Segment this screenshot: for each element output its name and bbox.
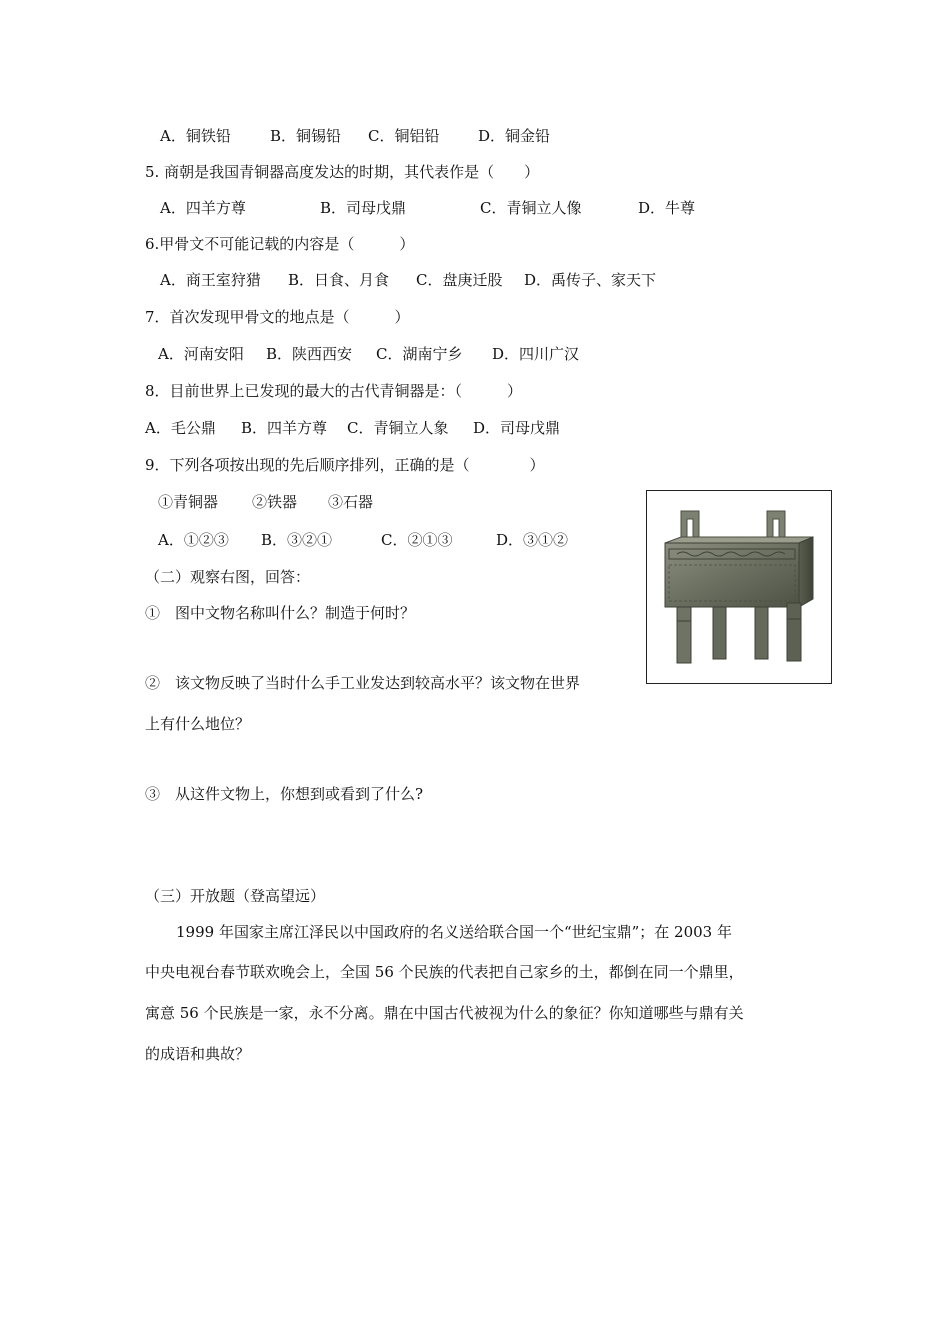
q7-stem: 7．首次发现甲骨文的地点是（ ） — [145, 308, 410, 326]
q5-option-b: B．司母戊鼎 — [320, 199, 407, 217]
part2-title: （二）观察右图，回答： — [145, 568, 311, 586]
part2-question-3: ③ 从这件文物上，你想到或看到了什么? — [145, 785, 424, 803]
q6-options — [160, 270, 656, 290]
part2-question-2-line2: 上有什么地位？ — [145, 715, 251, 733]
q7-options — [158, 344, 579, 364]
q8-stem: 8．目前世界上已发现的最大的古代青铜器是：（ ） — [145, 382, 523, 400]
q5-option-a: A．四羊方尊 — [160, 199, 246, 217]
q8-option-b: B．四羊方尊 — [241, 419, 328, 437]
q9-item-2: ②铁器 — [252, 493, 298, 511]
q6-option-c: C．盘庚迁股 — [416, 271, 503, 289]
q7-option-d: D．四川广汉 — [492, 345, 580, 363]
q9-option-a: A．①②③ — [158, 531, 229, 549]
q4-option-b: B．铜锡铅 — [270, 127, 342, 145]
q5-stem: 5. 商朝是我国青铜器高度发达的时期，其代表作是（ ） — [145, 163, 540, 181]
q5-options — [160, 198, 695, 218]
q6-option-d: D．禹传子、家天下 — [524, 271, 657, 289]
q9-option-b: B．③②① — [261, 531, 333, 549]
part2-question-2-line1: ② 该文物反映了当时什么手工业发达到较高水平？该文物在世界 — [145, 674, 581, 692]
q7-option-c: C．湖南宁乡 — [376, 345, 463, 363]
q7-option-b: B．陕西西安 — [266, 345, 353, 363]
part2-question-1: ① 图中文物名称叫什么？制造于何时？ — [145, 604, 416, 622]
q8-option-c: C．青铜立人象 — [347, 419, 449, 437]
q9-option-c: C．②①③ — [381, 531, 453, 549]
q8-option-d: D．司母戊鼎 — [473, 419, 561, 437]
q9-items — [158, 492, 373, 512]
q9-item-1: ①青铜器 — [158, 493, 219, 511]
q4-option-c: C．铜铝铅 — [368, 127, 440, 145]
q4-options — [160, 126, 550, 146]
bronze-ding-image — [646, 490, 832, 684]
q7-option-a: A．河南安阳 — [158, 345, 244, 363]
part3-title: （三）开放题（登高望远） — [145, 887, 326, 905]
part3-paragraph-line1: 1999 年国家主席江泽民以中国政府的名义送给联合国一个“世纪宝鼎”；在 2003 年 — [176, 923, 732, 941]
part3-paragraph-line4: 的成语和典故？ — [145, 1045, 251, 1063]
q9-item-3: ③石器 — [328, 493, 374, 511]
q6-stem: 6.甲骨文不可能记载的内容是（ ） — [145, 235, 415, 253]
q4-option-a: A．铜铁铅 — [160, 127, 231, 145]
q6-option-b: B．日食、月食 — [288, 271, 390, 289]
q5-option-d: D．牛尊 — [638, 199, 696, 217]
part3-paragraph-line3: 寓意 56 个民族是一家，永不分离。鼎在中国古代被视为什么的象征？你知道哪些与鼎有关 — [145, 1004, 744, 1022]
q6-option-a: A．商王室狩猎 — [160, 271, 261, 289]
q5-option-c: C．青铜立人像 — [480, 199, 582, 217]
q9-option-d: D．③①② — [496, 531, 569, 549]
q9-stem: 9．下列各项按出现的先后顺序排列，正确的是（ ） — [145, 456, 545, 474]
part3-paragraph-line2: 中央电视台春节联欢晚会上，全国 56 个民族的代表把自己家乡的土，都倒在同一个鼎里， — [145, 963, 744, 981]
q8-option-a: A．毛公鼎 — [145, 419, 216, 437]
q8-options — [145, 418, 560, 438]
q9-options — [158, 530, 568, 550]
q4-option-d: D．铜金铅 — [478, 127, 551, 145]
